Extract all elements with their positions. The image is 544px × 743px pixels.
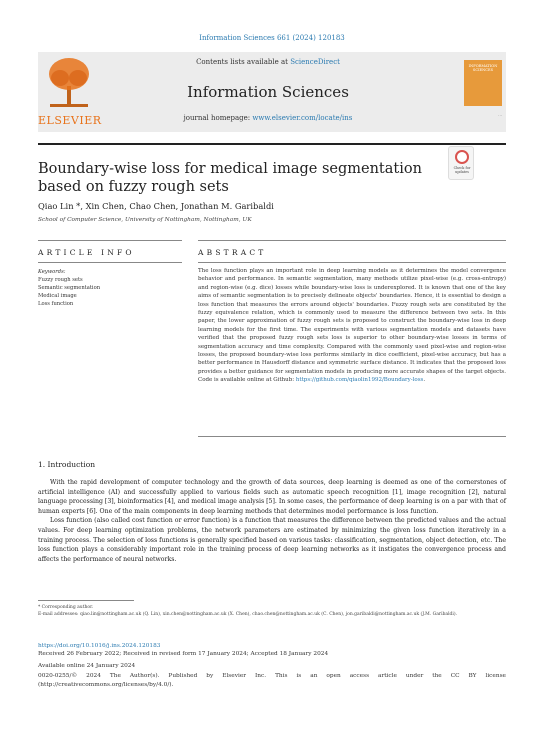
keyword-item: Semantic segmentation [38, 285, 101, 291]
homepage-line [108, 114, 428, 122]
abstract-heading: ABSTRACT [198, 248, 267, 257]
paper-title: Boundary-wise loss for medical image segmentation based on fuzzy rough sets [38, 161, 422, 195]
check-updates-icon [455, 150, 469, 164]
journal-cover-image[interactable] [464, 60, 502, 106]
abstract-end: . [423, 377, 426, 384]
cover-title: INFORMATION SCIENCES [468, 64, 498, 73]
doi-link[interactable]: https://doi.org/10.1016/j.ins.2024.120183 [38, 643, 161, 649]
divider [198, 436, 506, 437]
article-info-heading: ARTICLE INFO [38, 248, 135, 257]
available-online-date: Available online 24 January 2024 [38, 663, 136, 669]
abstract-body [198, 267, 506, 385]
cover-caption: ... [498, 112, 502, 117]
header-divider [38, 143, 506, 145]
divider [198, 240, 506, 241]
license-statement[interactable]: 0020-0255/© 2024 The Author(s). Published by Elsevier Inc. This is an open access article under the CC BY license (http://creativecommons.org/licenses/by/4.0/). [38, 673, 506, 688]
keywords-block [38, 268, 182, 308]
introduction-heading: 1. Introduction [38, 460, 96, 469]
intro-paragraph: With the rapid development of computer technology and the growth of data sources, deep learning is deemed as one of the cornerstones of artificial intelligence (AI) and successfully applied to various fields such as automatic speech recognition [1], image recognition [2], natural language processing [3], bioinformatics [4], and medical image analysis [5]. In some cases, the performance of deep learning is on a par with that of human experts [6]. One of the main components in deep learning methods that determines model performance is loss function. [38, 479, 506, 515]
introduction-body [38, 478, 506, 564]
email-addresses[interactable]: E-mail addresses: qiao.lin@nottingham.ac.uk (Q. Lin), xin.chen@nottingham.ac.uk (X. Chen), chao.chen@nottingham.ac.uk (C. Chen), jon.garibaldi@nottingham.ac.uk (J.M. Garibaldi). [38, 612, 458, 618]
corresponding-author-note: * Corresponding author. [38, 605, 94, 610]
received-dates: Received 26 February 2022; Received in revised form 17 January 2024; Accepted 18 January 2024 [38, 651, 329, 657]
github-code-link[interactable]: https://github.com/qiaolin1992/Boundary-loss [295, 377, 424, 384]
check-for-updates-button[interactable] [448, 146, 474, 180]
abstract-text: The loss function plays an important role in deep learning models as it determines the model convergence behavior and performance. In semantic segmentation, many methods utilize pixel-wise (e.g. cross-entropy) and region-wise (e.g. dice) losses while boundary-wise loss is underexplored. It is known that one of the key aims of semantic segmentation is to precisely delineate objects' boundaries. Hence, it is essential to design a loss function that measures the errors around objects' boundaries. Fuzzy rough sets are constituted by the fuzzy equivalence relation, which is commonly used to measure the difference between two sets. In this paper, the lower approximation of fuzzy rough sets is proposed to construct the boundary-wise loss in deep learning models for the first time. The experiments with various segmentation models and datasets have verified that the proposed fuzzy rough sets loss is superior to other boundary-wise losses in terms of segmentation accuracy and time complexity. Compared with the commonly used pixel-wise and region-wise losses, the proposed boundary-wise loss performs similarly in dice coefficient, pixel-wise accuracy, but has a better performance in Hausdorff distance and symmetric surface distance. It indicates that the proposed loss provides a better guidance for segmentation models in producing more accurate shapes of the target objects. Code is available online at Github: [198, 268, 506, 384]
intro-paragraph: Loss function (also called cost function or error function) is a function that measures the difference between the predicted values and the actual values. For deep learning optimization problems, the network parameters are estimated by minimizing the given loss function iteratively in a training process. The selection of loss functions is generally specified based on various tasks: classification, segmentation, object detection, etc. The loss function plays a considerably important role in the training process of deep learning networks as it instigates the convergence process and affects the performance of neural networks. [38, 517, 506, 563]
keywords-label: Keywords: [38, 269, 66, 275]
journal-title: Information Sciences [187, 83, 349, 101]
elsevier-logo[interactable] [38, 56, 100, 128]
elsevier-tree-icon [46, 56, 92, 108]
divider [38, 262, 182, 263]
divider [198, 262, 506, 263]
contents-prefix: Contents lists available at [196, 58, 291, 66]
elsevier-wordmark: ELSEVIER [38, 114, 102, 127]
journal-masthead [38, 52, 506, 132]
contents-line [108, 58, 428, 66]
masthead-center [108, 52, 428, 132]
keyword-item: Medical image [38, 293, 77, 299]
author-list[interactable]: Qiao Lin *, Xin Chen, Chao Chen, Jonathan M. Garibaldi [38, 201, 274, 211]
affiliation: School of Computer Science, University of Nottingham, Nottingham, UK [38, 217, 252, 223]
footnotes [38, 604, 506, 619]
keyword-item: Fuzzy rough sets [38, 277, 83, 283]
homepage-prefix: journal homepage: [183, 114, 253, 122]
check-updates-label: Check for updates [453, 166, 471, 174]
keyword-item: Loss function [38, 301, 74, 307]
sciencedirect-link[interactable]: ScienceDirect [290, 58, 340, 66]
journal-reference[interactable]: Information Sciences 661 (2024) 120183 [199, 34, 345, 42]
divider [38, 240, 182, 241]
journal-homepage-link[interactable]: www.elsevier.com/locate/ins [252, 114, 353, 122]
footnote-divider [38, 600, 134, 601]
